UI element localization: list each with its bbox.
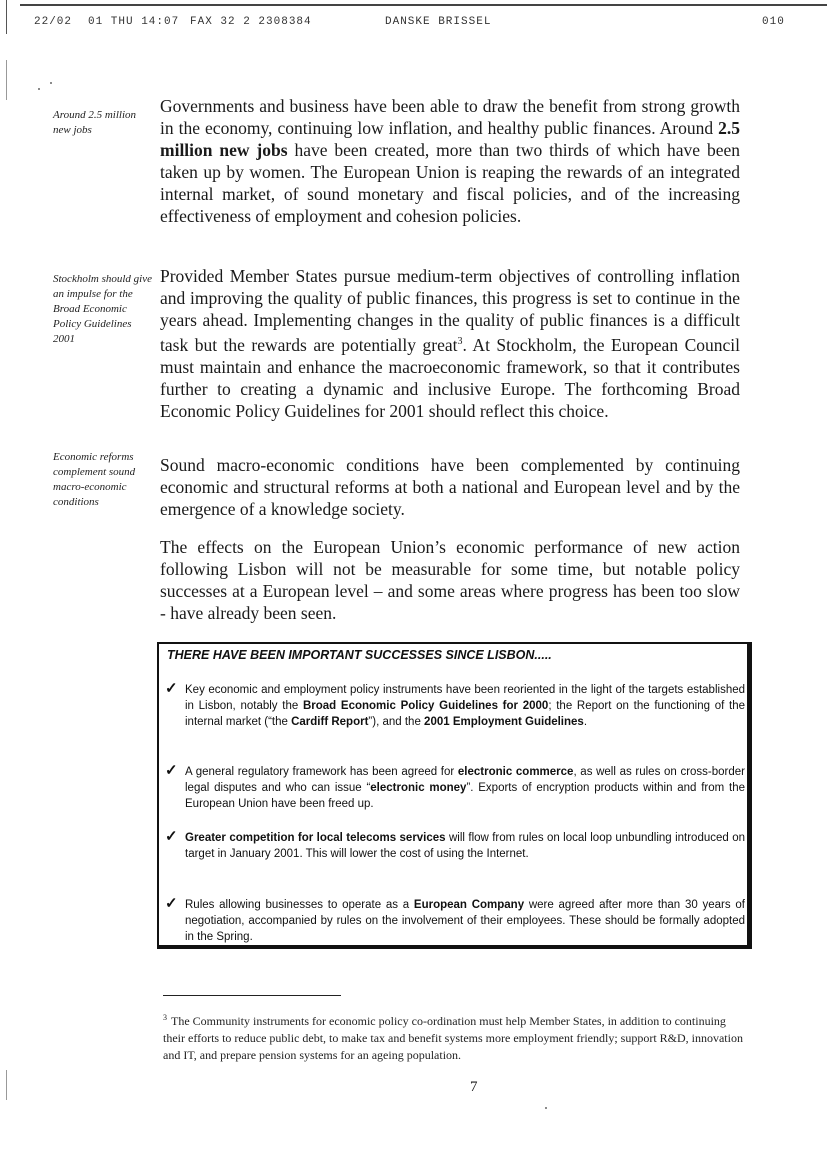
margin-note-jobs: Around 2.5 million new jobs — [53, 109, 137, 136]
footnote-marker: 3 — [163, 1013, 167, 1022]
paragraph-text: Governments and business have been able to draw the benefit from strong growth in the economy, continuing low inflation, and healthy public finances. Around — [160, 96, 740, 138]
box-item-european-company — [165, 897, 745, 945]
box-bold: Broad Economic Policy Guidelines for 2000 — [302, 700, 549, 712]
box-bold: European Company — [413, 899, 525, 911]
paragraph-stockholm — [160, 265, 740, 422]
page-number: 7 — [470, 1079, 478, 1095]
paragraph-growth — [160, 95, 740, 227]
fax-sender: DANSKE BRISSEL — [385, 16, 492, 28]
box-bold: electronic commerce — [457, 766, 574, 778]
paragraph-effects: The effects on the European Union’s economic performance of new action following Lisbon will not be measurable for some time, but notable policy successes at a European level – and some areas where progress has been too slow - have already been seen. — [160, 537, 740, 623]
checkmark-icon: ✓ — [165, 680, 178, 697]
box-title: THERE HAVE BEEN IMPORTANT SUCCESSES SINCE LISBON..... — [167, 648, 552, 662]
footnote-text: The Community instruments for economic policy co-ordination must help Member States, in addition to continuing their efforts to reduce public debt, to make tax and benefit systems more employment friendly; support R&D, innovation and IT, and prepare pension systems for an ageing population. — [163, 1014, 743, 1062]
paragraph-text: . At Stockholm, the European Council must maintain and enhance the macroeconomic framework, so that it contributes further to creating a dynamic and inclusive Europe. The forthcoming Broad Economic Policy Guidelines for 2001 should reflect this choice. — [160, 334, 740, 421]
box-text: ”. Exports of encryption products within and from the European Union have been freed up. — [185, 782, 745, 810]
box-item-ecommerce — [165, 764, 745, 812]
box-bold: 2001 Employment Guidelines — [424, 716, 584, 728]
box-bold: Cardiff Report — [291, 716, 369, 728]
scan-speck — [545, 1107, 547, 1109]
box-item-text — [185, 830, 745, 862]
paragraph-text: have been created, more than two thirds of which have been taken up by women. The European Union is reaping the rewards of an integrated internal market, of sound monetary and fiscal policies, and of the increasing effectiveness of employment and cohesion policies. — [160, 140, 740, 226]
box-text: will flow from rules on local loop unbundling introduced on target in January 2001. This will lower the cost of using the Internet. — [185, 832, 745, 860]
scan-speck — [50, 82, 52, 84]
box-text: were agreed after more than 30 years of negotiation, accompanied by rules on the involvement of their employees. These should be formally adopted in the Spring. — [185, 899, 745, 943]
box-item-telecoms — [165, 830, 745, 862]
margin-note-stockholm: Stockholm should give an impulse for the Broad Economic Policy Guidelines 2001 — [53, 273, 152, 345]
scan-edge-mark — [6, 1070, 7, 1100]
box-text: ”), and the — [368, 716, 425, 728]
scan-speck — [38, 88, 40, 90]
box-item-instruments — [165, 682, 745, 730]
box-bold: Greater competition for local telecoms services — [185, 832, 446, 844]
box-text: ; the Report on the functioning of the internal market (“the — [185, 700, 745, 728]
paragraph-text: Provided Member States pursue medium-term objectives of controlling inflation and improving the quality of public finances, this progress is set to continue in the years ahead. Implementing changes in the quality of public finances is a difficult task but the rewards are potentially great — [160, 266, 740, 355]
checkmark-icon: ✓ — [165, 895, 178, 912]
fax-page: 010 — [762, 16, 785, 28]
paragraph-reforms: Sound macro-economic conditions have been complemented by continuing economic and structural reforms at both a national and European level and by the emergence of a knowledge society. — [160, 455, 740, 519]
footnote — [163, 1009, 748, 1064]
box-text: . — [583, 716, 588, 728]
box-text: , as well as rules on cross-border legal disputes and who can issue “ — [185, 766, 745, 794]
fax-header — [0, 0, 827, 34]
paragraph-bold-jobs: 2.5 million new jobs — [160, 118, 740, 160]
fax-day-time: 01 THU 14:07 — [88, 16, 180, 28]
checkmark-icon: ✓ — [165, 762, 178, 779]
box-item-text — [185, 764, 745, 812]
fax-top-rule — [20, 4, 827, 6]
box-item-text — [185, 682, 745, 730]
footnote-divider — [163, 995, 341, 996]
box-item-text — [185, 897, 745, 945]
successes-box — [157, 642, 752, 949]
fax-date: 22/02 — [34, 16, 73, 28]
box-text: Key economic and employment policy instruments have been reoriented in the light of the targets established in Lisbon, notably the — [185, 684, 745, 712]
fax-edge-mark — [6, 0, 7, 34]
box-bold: electronic money — [370, 782, 467, 794]
margin-note-reforms: Economic reforms complement sound macro-economic conditions — [53, 451, 136, 508]
box-text: Rules allowing businesses to operate as a — [185, 899, 414, 911]
box-text: A general regulatory framework has been agreed for — [185, 766, 458, 778]
fax-number: FAX 32 2 2308384 — [190, 16, 312, 28]
scan-edge-mark — [6, 60, 7, 100]
footnote-reference: 3 — [457, 336, 463, 347]
checkmark-icon: ✓ — [165, 828, 178, 845]
